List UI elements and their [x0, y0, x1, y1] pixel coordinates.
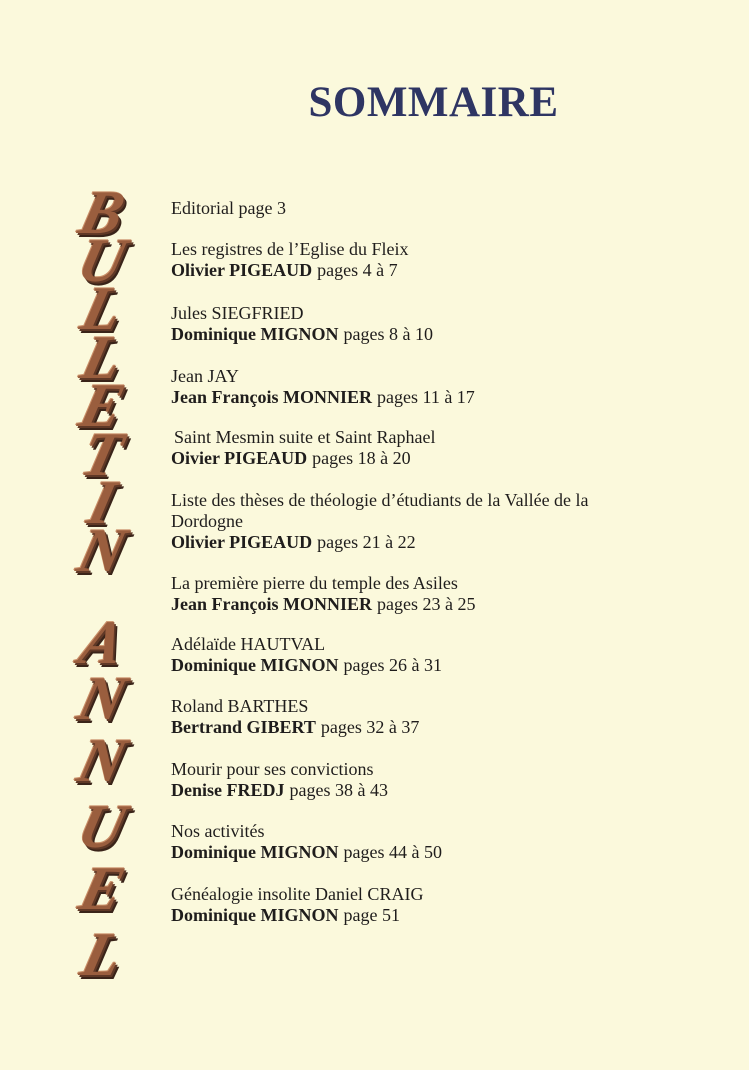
toc-entry — [171, 634, 691, 676]
toc-entry-pages: pages 8 à 10 — [343, 324, 433, 344]
banner-letter: L — [74, 324, 130, 392]
banner-letter: N — [71, 665, 133, 733]
banner-letter: U — [71, 227, 133, 295]
toc-entry-pages: pages 11 à 17 — [377, 387, 475, 407]
toc-entry — [171, 821, 691, 863]
toc-entry-author: Bertrand GIBERT — [171, 717, 316, 737]
toc-entry-title: Saint Mesmin suite et Saint Raphael — [174, 427, 436, 447]
banner-letter: N — [71, 727, 133, 795]
toc-entry-author: Olivier PIGEAUD — [171, 260, 313, 280]
toc-entry — [171, 490, 691, 553]
toc-entry-title: Jules SIEGFRIED — [171, 303, 304, 323]
banner-letter: I — [81, 469, 123, 537]
toc-entry-title: Liste des thèses de théologie d’étudiants de la Vallée de la Dordogne — [171, 490, 589, 531]
toc-entry-pages: pages 18 à 20 — [312, 448, 411, 468]
toc-entry-author: Denise FREDJ — [171, 780, 285, 800]
banner-letter: E — [72, 855, 132, 923]
toc-entry-pages: pages 32 à 37 — [320, 717, 420, 737]
banner-letter: A — [72, 609, 132, 677]
toc-entry-pages: pages 44 à 50 — [343, 842, 442, 862]
toc-entry-title: Roland BARTHES — [171, 696, 309, 716]
toc-entry-title: Nos activités — [171, 821, 265, 841]
banner-letter: T — [74, 421, 130, 489]
toc-entry-author: Dominique MIGNON — [171, 905, 339, 925]
banner-letter: U — [71, 793, 133, 861]
toc-entry-author: Dominique MIGNON — [171, 655, 339, 675]
toc-entry — [171, 884, 691, 926]
toc-entry — [171, 573, 691, 615]
toc-entry — [171, 759, 691, 801]
toc-entry-pages: pages 21 à 22 — [317, 532, 416, 552]
toc-entry-pages: pages 26 à 31 — [343, 655, 442, 675]
toc-entry-author: Dominique MIGNON — [171, 324, 339, 344]
toc-entry-pages: pages 23 à 25 — [377, 594, 476, 614]
toc-entry — [171, 427, 691, 469]
toc-entry-author: Dominique MIGNON — [171, 842, 339, 862]
toc-entry-author: Jean François MONNIER — [171, 594, 372, 614]
toc-entry-title: Généalogie insolite Daniel CRAIG — [171, 884, 424, 904]
bulletin-annuel-banner — [42, 179, 162, 989]
toc-entry-pages: pages 4 à 7 — [317, 260, 398, 280]
toc-entry — [171, 303, 691, 345]
toc-entry-title: Jean JAY — [171, 366, 239, 386]
toc-entry — [171, 366, 691, 408]
toc-entry-title: Editorial page 3 — [171, 198, 286, 218]
toc-entry — [171, 239, 691, 281]
toc-entry — [171, 696, 691, 738]
toc-entry-title: La première pierre du temple des Asiles — [171, 573, 458, 593]
banner-letter: E — [72, 372, 132, 440]
page-title: SOMMAIRE — [308, 79, 559, 126]
banner-letter: L — [74, 275, 130, 343]
toc-entry-title: Les registres de l’Eglise du Fleix — [171, 239, 409, 259]
toc-entry-title: Adélaïde HAUTVAL — [171, 634, 326, 654]
toc-entry-author: Olivier PIGEAUD — [171, 532, 313, 552]
toc-entry-pages: pages 38 à 43 — [289, 780, 388, 800]
toc-entry-editorial — [171, 198, 691, 219]
toc-entry-pages: page 51 — [343, 905, 400, 925]
banner-letter: L — [74, 921, 130, 989]
toc-entry-author: Oivier PIGEAUD — [171, 448, 308, 468]
toc-entry-title: Mourir pour ses convictions — [171, 759, 374, 779]
toc-entry-author: Jean François MONNIER — [171, 387, 372, 407]
banner-letter: N — [71, 517, 133, 585]
banner-letter: B — [72, 179, 132, 247]
